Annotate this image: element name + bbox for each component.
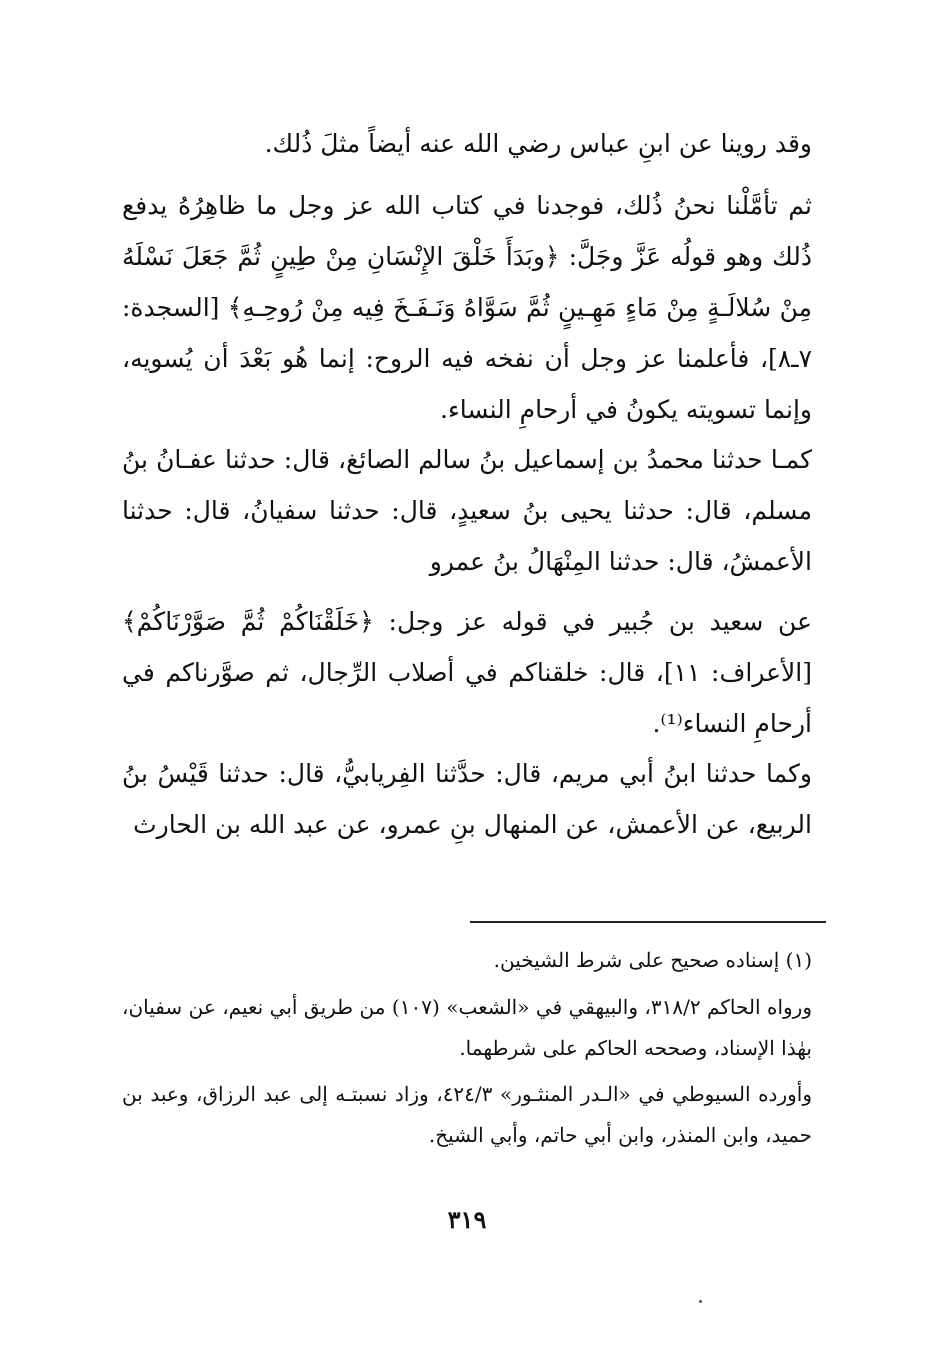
paragraph-2: ثم تأمَّلْنا نحنُ ذُلك، فوجدنا في كتاب الله عز وجل ما ظاهِرُهُ يدفع ذُلك وهو قولُه عَزَّ وجَلَّ: ﴿وبَدَأَ خَلْقَ الإِنْسَانِ مِنْ طِينٍ ثُمَّ جَعَلَ نَسْلَهُ مِنْ سُلالَـةٍ مِنْ مَاءٍ مَهِـينٍ ثُمَّ سَوَّاهُ وَنَـفَـخَ فِيه مِنْ رُوحِـهِ﴾ [السجدة: ٧ـ٨]، فأعلمنا عز وجل أن نفخه فيه الروح: إنما هُو بَعْدَ أن يُسويه، وإنما تسويته يكونُ في أرحامِ النساء. [122,191,812,424]
paragraph-3: كمـا حدثنا محمدُ بن إسماعيل بنُ سالم الصائغ، قال: حدثنا عفـانُ بنُ مسلم، قال: حدثنا يحيى بنُ سعيدٍ، قال: حدثنا سفيانُ، قال: حدثنا الأعمشُ، قال: حدثنا المِنْهَالُ بنُ عمرو [122,445,812,576]
footnote-1: (١) إسناده صحيح على شرط الشيخين. [493,948,812,972]
footnote-divider [470,921,826,923]
scan-speck [699,1300,702,1303]
paragraph-1: وقد روينا عن ابنِ عباس رضي الله عنه أيضاً مثلَ ذُلك. [264,129,812,158]
page-number: ٣١٩ [447,1205,487,1234]
footnote-2: ورواه الحاكم ٣١٨/٢، والبيهقي في «الشعب» (١٠٧) من طريق أبي نعيم، عن سفيان، بهٰذا الإسناد، وصححه الحاكم على شرطهما. [122,995,812,1060]
paragraph-5: وكما حدثنا ابنُ أبي مريم، قال: حدَّثنا الفِريابيُّ، قال: حدثنا قَيْسُ بنُ الربيع، عن الأعمش، عن المنهال بنِ عمرو، عن عبد الله بن الحارث [122,759,812,839]
footnote-3: وأورده السيوطي في «الـدر المنثـور» ٤٢٤/٣، وزاد نسبتـه إلى عبد الرزاق، وعبد بن حميد، وابن المنذر، وابن أبي حاتم، وأبي الشيخ. [122,1082,812,1147]
paragraph-4: عن سعيد بن جُبير في قوله عز وجل: ﴿خَلَقْنَاكُمْ ثُمَّ صَوَّرْنَاكُمْ﴾ [الأعراف: ١١]، قال: خلقناكم في أصلاب الرِّجال، ثم صوَّرناكم في أرحامِ النساء⁽¹⁾. [122,607,812,738]
